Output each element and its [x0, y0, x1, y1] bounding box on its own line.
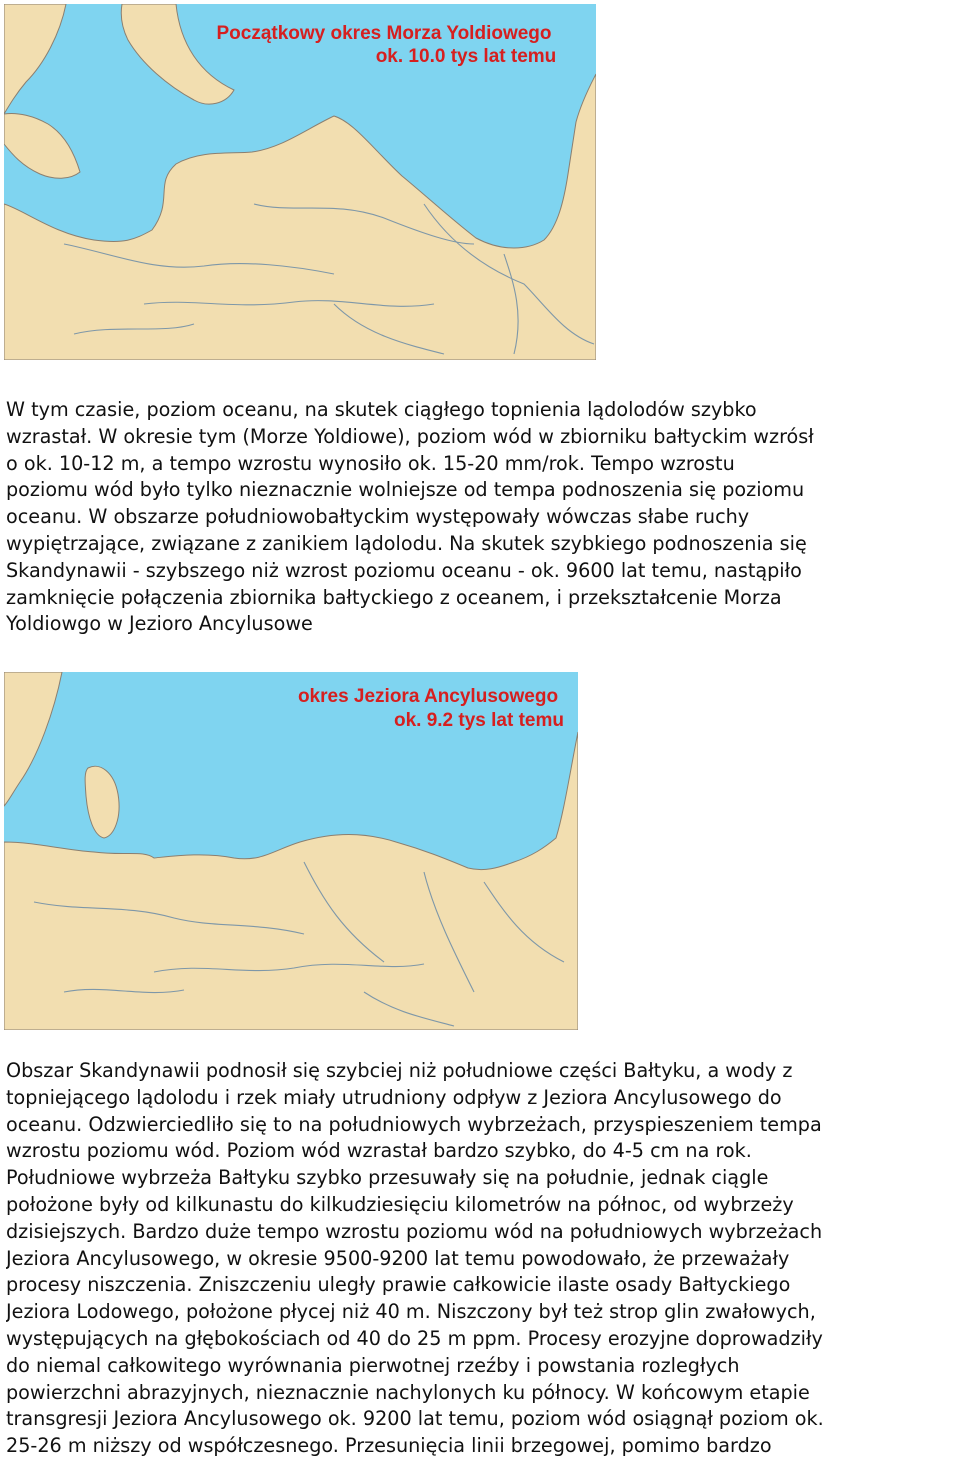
text-line: zamknięcie połączenia zbiornika bałtyckiego z oceanem, i przekształcenie Morza [6, 585, 782, 609]
text-line: występujących na głębokościach od 40 do 25 m ppm. Procesy erozyjne doprowadziły [6, 1326, 823, 1350]
text-line: procesy niszczenia. Zniszczeniu uległy prawie całkowicie ilaste osady Bałtyckiego [6, 1273, 791, 1297]
text-line: położone były od kilkunastu do kilkudziesięciu kilometrów na północ, od wybrzeży [6, 1192, 794, 1216]
map2-title-line2: ok. 9.2 tys lat temu [393, 710, 565, 731]
text-line: Skandynawii - szybszego niż wzrost poziomu oceanu - ok. 9600 lat temu, nastąpiło [6, 558, 802, 582]
map2-title-line1: okres Jeziora Ancylusowego [297, 686, 559, 707]
text-line: W tym czasie, poziom oceanu, na skutek ciągłego topnienia lądolodów szybko [6, 398, 757, 421]
text-line: dzisiejszych. Bardzo duże tempo wzrostu poziomu wód na południowych wybrzeżach [6, 1219, 823, 1243]
text-line: wzrostu poziomu wód. Poziom wód wzrastał bardzo szybko, do 4-5 cm na rok. [6, 1139, 752, 1163]
text-line: o ok. 10-12 m, a tempo wzrostu wynosiło ok. 15-20 mm/rok. Tempo wzrostu [6, 451, 735, 475]
text-line: topniejącego lądolodu i rzek miały utrudniony odpływ z Jeziora Ancylusowego do [6, 1085, 782, 1109]
text-line: Południowe wybrzeża Bałtyku szybko przesuwały się na południe, jednak ciągle [6, 1166, 769, 1190]
text-line: do niemal całkowitego wyrównania pierwotnej rzeźby i powstania rozległych [6, 1353, 740, 1377]
map1-title-line1: Początkowy okres Morza Yoldiowego [216, 23, 552, 44]
text-line: Jeziora Lodowego, położone płycej niż 40 m. Niszczony był też strop glin zwałowych, [6, 1300, 816, 1324]
paragraph-ancylus [6, 1058, 954, 1460]
yoldia-sea-map [4, 4, 596, 360]
text-line: Jeziora Ancylusowego, w okresie 9500-9200 lat temu powodowało, że przeważały [6, 1246, 790, 1270]
text-line: oceanu. W obszarze południowobałtyckim występowały wówczas słabe ruchy [6, 505, 750, 529]
text-line: poziomu wód było tylko nieznacznie wolniejsze od tempa podnoszenia się poziomu [6, 478, 805, 502]
ancylus-lake-map [4, 672, 578, 1030]
text-line: 25-26 m niższy od współczesnego. Przesunięcia linii brzegowej, pomimo bardzo [6, 1434, 772, 1458]
text-line: Yoldiowgo w Jezioro Ancylusowe [6, 612, 313, 636]
map1-title-line2: ok. 10.0 tys lat temu [375, 46, 557, 67]
text-line: oceanu. Odzwierciedliło się to na południowych wybrzeżach, przyspieszeniem tempa [6, 1112, 822, 1136]
paragraph-yoldia [6, 397, 954, 638]
text-line: powierzchni abrazyjnych, nieznacznie nachylonych ku północy. W końcowym etapie [6, 1380, 810, 1404]
text-line: wypiętrzające, związane z zanikiem lądolodu. Na skutek szybkiego podnoszenia się [6, 531, 807, 555]
text-line: wzrastał. W okresie tym (Morze Yoldiowe), poziom wód w zbiorniku bałtyckim wzrósł [6, 424, 814, 448]
text-line: transgresji Jeziora Ancylusowego ok. 9200 lat temu, poziom wód osiągnął poziom ok. [6, 1407, 824, 1431]
text-line: Obszar Skandynawii podnosił się szybciej niż południowe części Bałtyku, a wody z [6, 1059, 793, 1082]
